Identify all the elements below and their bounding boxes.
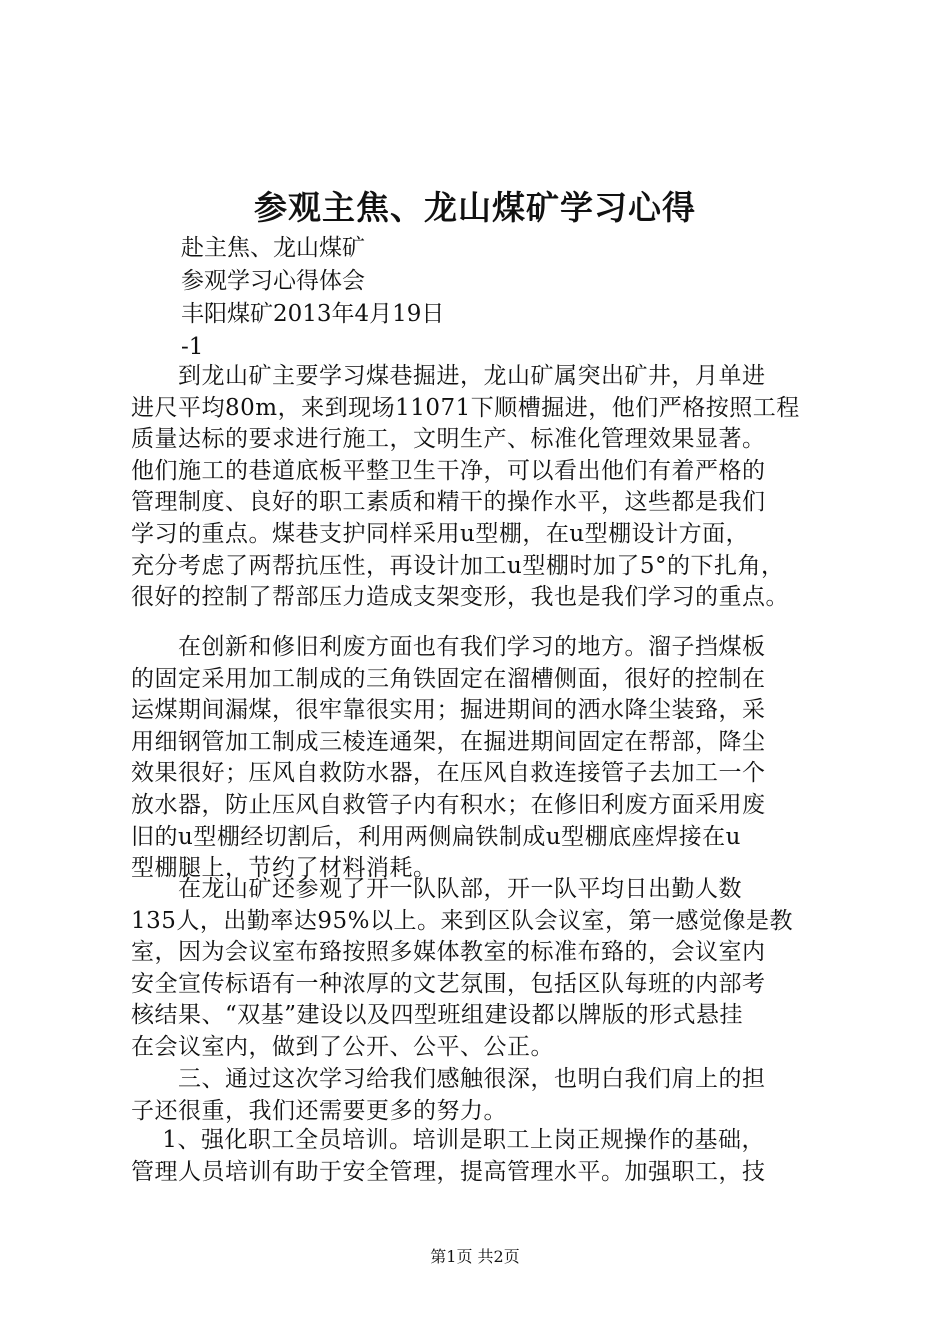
paragraph-line: 充分考虑了两帮抗压性，再设计加工u型棚时加了5°的下扎角， — [131, 552, 785, 579]
page-footer: 第1页 共2页 — [430, 1247, 520, 1266]
paragraph-line: 学习的重点。煤巷支护同样采用u型棚，在u型棚设计方面， — [131, 520, 750, 547]
paragraph-line: 运煤期间漏煤，很牢靠很实用；掘进期间的洒水降尘装臵，采 — [131, 697, 766, 724]
paragraph-line: 到龙山矿主要学习煤巷掘进，龙山矿属突出矿井，月单进 — [131, 363, 766, 389]
paragraph-line: 很好的控制了帮部压力造成支架变形，我也是我们学习的重点。 — [131, 584, 789, 611]
paragraph-line: 放水器，防止压风自救管子内有积水；在修旧利废方面采用废 — [131, 791, 766, 818]
paragraph-line: 在龙山矿还参观了开一队队部，开一队平均日出勤人数 — [131, 876, 742, 902]
meta-line-4: -1 — [181, 334, 204, 360]
meta-line-3: 丰阳煤矿2013年4月19日 — [181, 301, 445, 327]
paragraph-2 — [131, 632, 851, 885]
paragraph-4 — [131, 1064, 851, 1127]
paragraph-line: 旧的u型棚经切割后，利用两侧扁铁制成u型棚底座焊接在u — [131, 823, 741, 850]
document-title: 参观主焦、龙山煤矿学习心得 — [254, 188, 696, 227]
paragraph-line: 在创新和修旧利废方面也有我们学习的地方。溜子挡煤板 — [131, 634, 766, 660]
paragraph-line: 他们施工的巷道底板平整卫生干净，可以看出他们有着严格的 — [131, 457, 766, 484]
paragraph-line: 质量达标的要求进行施工，文明生产、标准化管理效果显著。 — [131, 426, 766, 453]
paragraph-line: 1、强化职工全员培训。培训是职工上岗正规操作的基础， — [131, 1127, 765, 1153]
paragraph-5 — [131, 1125, 851, 1188]
paragraph-line: 子还很重，我们还需要更多的努力。 — [131, 1097, 507, 1124]
paragraph-line: 用细钢管加工制成三棱连通架，在掘进期间固定在帮部，降尘 — [131, 728, 766, 755]
paragraph-line: 室，因为会议室布臵按照多媒体教室的标准布臵的，会议室内 — [131, 939, 766, 966]
paragraph-line: 在会议室内，做到了公开、公平、公正。 — [131, 1033, 554, 1060]
paragraph-1 — [131, 361, 851, 614]
paragraph-line: 型棚腿上，节约了材料消耗。 — [131, 855, 437, 882]
meta-line-1: 赴主焦、龙山煤矿 — [181, 235, 365, 261]
paragraph-line: 的固定采用加工制成的三角铁固定在溜槽侧面，很好的控制在 — [131, 665, 766, 692]
paragraph-3 — [131, 874, 851, 1064]
paragraph-line: 135人，出勤率达95%以上。来到区队会议室，第一感觉像是教 — [131, 907, 794, 934]
paragraph-line: 管理人员培训有助于安全管理，提高管理水平。加强职工，技 — [131, 1158, 766, 1185]
paragraph-line: 三、通过这次学习给我们感触很深，也明白我们肩上的担 — [131, 1066, 766, 1092]
paragraph-line: 管理制度、良好的职工素质和精干的操作水平，这些都是我们 — [131, 489, 766, 516]
meta-line-2: 参观学习心得体会 — [181, 268, 365, 294]
paragraph-line: 进尺平均80m，来到现场11071下顺槽掘进，他们严格按照工程 — [131, 394, 800, 421]
paragraph-line: 效果很好；压风自救防水器，在压风自救连接管子去加工一个 — [131, 760, 766, 787]
paragraph-line: 核结果、“双基”建设以及四型班组建设都以牌版的形式悬挂 — [131, 1002, 744, 1029]
paragraph-line: 安全宣传标语有一种浓厚的文艺氛围，包括区队每班的内部考 — [131, 970, 766, 997]
